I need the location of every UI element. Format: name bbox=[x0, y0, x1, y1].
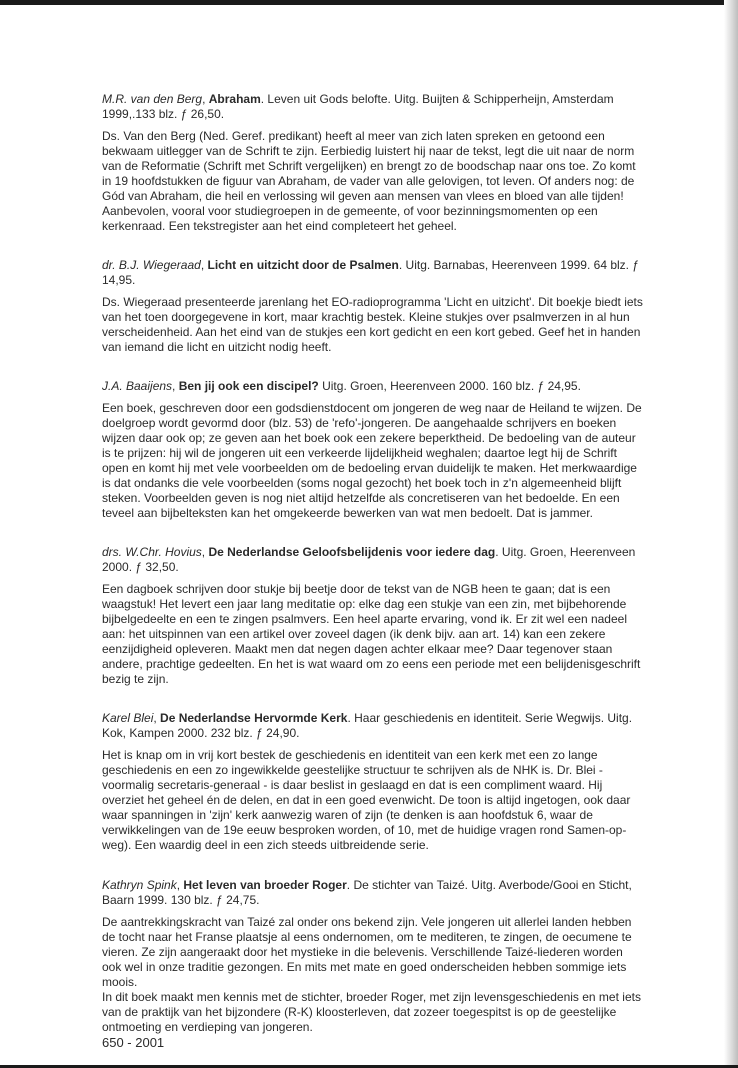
review-details: . Haar geschiedenis en identiteit. Serie Wegwijs. Uitg. Kok, Kampen 2000. 232 blz. ƒ 24,90. bbox=[102, 711, 633, 740]
review-title: Licht en uitzicht door de Psalmen bbox=[207, 258, 399, 272]
review-citation: drs. W.Chr. Hovius, De Nederlandse Geloofsbelijdenis voor iedere dag. Uitg. Groen, Heerenveen 2000. ƒ 32,50. bbox=[102, 545, 636, 574]
review-citation: J.A. Baaijens, Ben jij ook een discipel? Uitg. Groen, Heerenveen 2000. 160 blz. ƒ 24,95. bbox=[102, 379, 581, 393]
review-body-second-paragraph: In dit boek maakt men kennis met de stichter, broeder Roger, met zijn levensgeschiedenis en met iets van de praktijk van het bijzondere (R-K) kloosterleven, dat zozeer toegespitst is op de geestelijke ontmoeting en verdieping van jongeren. bbox=[102, 990, 641, 1034]
page-right-edge-shadow bbox=[724, 0, 738, 1068]
review-author: M.R. van den Berg bbox=[102, 92, 203, 106]
review-author: drs. W.Chr. Hovius bbox=[102, 545, 202, 559]
review-citation: M.R. van den Berg, Abraham. Leven uit Gods belofte. Uitg. Buijten & Schipperheijn, Amsterdam 1999,.133 blz. ƒ 26,50. bbox=[102, 92, 614, 121]
review-author: J.A. Baaijens bbox=[102, 379, 173, 393]
review-citation: Karel Blei, De Nederlandse Hervormde Kerk. Haar geschiedenis en identiteit. Serie Wegwijs. Uitg. Kok, Kampen 2000. 232 blz. ƒ 24,90. bbox=[102, 711, 633, 740]
review-citation: dr. B.J. Wiegeraad, Licht en uitzicht door de Psalmen. Uitg. Barnabas, Heerenveen 1999. 64 blz. ƒ 14,95. bbox=[102, 258, 640, 287]
review-body: De aantrekkingskracht van Taizé zal onder ons bekend zijn. Vele jongeren uit allerlei landen hebben de tocht naar het Franse plaatsje al eens ondernomen, om te mediteren, te zingen, de oecumene te vieren. Ze zijn aangeraakt door het mystieke in die belevenis. Verschillende Taizé-liederen worden ook wel in onze traditie gezongen. En mits met mate en goed onderscheiden hebben sommige iets moois. bbox=[102, 915, 632, 989]
page-content bbox=[102, 92, 644, 1035]
review-discipel bbox=[102, 379, 644, 521]
review-details: . Uitg. Groen, Heerenveen 2000. ƒ 32,50. bbox=[102, 545, 636, 574]
review-author: Kathryn Spink bbox=[102, 878, 177, 892]
review-geloofsbelijdenis bbox=[102, 545, 644, 687]
review-broeder-roger bbox=[102, 878, 644, 1035]
review-body: Ds. Van den Berg (Ned. Geref. predikant) heeft al meer van zich laten spreken en getoond een bekwaam uitlegger van de Schrift te zijn. Eerbiedig luistert hij naar de tekst, legt die uit naar de norm van de Reformatie (Schrift met Schrift vergelijken) en brengt zo de boodschap naar ons toe. Zo komt in 19 hoofdstukken de figuur van Abraham, de vader van alle gelovigen, tot leven. Of anders nog: de Gód van Abraham, die heil en verlossing wil geven aan mensen van vlees en bloed van alle tijden! Aanbevolen, vooral voor studiegroepen in de gemeente, of voor bezinningsmomenten op een kerkenraad. Een tekstregister aan het eind completeert het geheel. bbox=[102, 129, 636, 233]
review-author: dr. B.J. Wiegeraad bbox=[102, 258, 201, 272]
review-details: . Uitg. Barnabas, Heerenveen 1999. 64 blz. ƒ 14,95. bbox=[102, 258, 640, 287]
review-hervormde-kerk bbox=[102, 711, 644, 853]
review-title: De Nederlandse Hervormde Kerk bbox=[160, 711, 348, 725]
top-edge-bar bbox=[0, 0, 738, 5]
review-body: Een dagboek schrijven door stukje bij beetje door de tekst van de NGB heen te gaan; dat is een waagstuk! Het levert een jaar lang meditatie op: elke dag een stukje van een zin, met bijbehorende bijbelgedeelte en een te zingen psalmvers. Een heel aparte ervaring, vond ik. Er zit wel een nadeel aan: het uitspinnen van een artikel over zoveel dagen (ik denk bijv. aan art. 14) kan een zekere eenzijdigheid opleveren. Maakt men dat negen dagen achter elkaar mee? Daar tegenover staan andere, prachtige gedeelten. En het is wat waard om zo eens een periode met een belijdenisgeschrift bezig te zijn. bbox=[102, 582, 641, 686]
review-title: Het leven van broeder Roger bbox=[183, 878, 347, 892]
review-body: Ds. Wiegeraad presenteerde jarenlang het EO-radioprogramma 'Licht en uitzicht'. Dit boekje biedt iets van het toen doorgegevene in kort, maar krachtig bestek. Kleine stukjes over psalmverzen in al hun verscheidenheid. Aan het eind van de stukjes een kort gedicht en een kort gebed. Geef het in handen van iemand die licht en uitzicht nodig heeft. bbox=[102, 295, 643, 354]
review-title: Ben jij ook een discipel? bbox=[178, 379, 319, 393]
review-details: . De stichter van Taizé. Uitg. Averbode/Gooi en Sticht, Baarn 1999. 130 blz. ƒ 24,75. bbox=[102, 878, 632, 907]
review-title: De Nederlandse Geloofsbelijdenis voor iedere dag bbox=[208, 545, 496, 559]
review-title: Abraham bbox=[208, 92, 261, 106]
review-citation: Kathryn Spink, Het leven van broeder Roger. De stichter van Taizé. Uitg. Averbode/Gooi en Sticht, Baarn 1999. 130 blz. ƒ 24,75. bbox=[102, 878, 632, 907]
review-details: Uitg. Groen, Heerenveen 2000. 160 blz. ƒ 24,95. bbox=[318, 379, 581, 393]
review-abraham bbox=[102, 92, 644, 234]
review-body: Het is knap om in vrij kort bestek de geschiedenis en identiteit van een kerk met een zo lange geschiedenis en een zo ingewikkelde geestelijke structuur te schrijven als de NHK is. Dr. Blei - voormalig secretaris-generaal - is daar beslist in geslaagd en dat is een compliment waard. Hij overziet het geheel én de delen, en dat in een goed evenwicht. De toon is altijd ingetogen, ook daar waar spanningen in 'zijn' kerk aanwezig waren of zijn (te denken is aan hoofdstuk 6, waar de verwikkelingen van de 19e eeuw besproken worden, of 10, met de huidige vragen rond Samen-op-weg). Een waardig deel in een zich steeds uitbreidende serie. bbox=[102, 748, 631, 852]
review-details: . Leven uit Gods belofte. Uitg. Buijten & Schipperheijn, Amsterdam 1999,.133 blz. ƒ 26,50. bbox=[102, 92, 614, 121]
page-number: 650 - 2001 bbox=[102, 1035, 165, 1050]
review-author: Karel Blei bbox=[102, 711, 154, 725]
review-licht-en-uitzicht bbox=[102, 258, 644, 355]
review-body: Een boek, geschreven door een godsdienstdocent om jongeren de weg naar de Heiland te wijzen. De doelgroep wordt gevormd door (blz. 53) de 'refo'-jongeren. De aangehaalde schrijvers en boeken wijzen daar ook op; ze geven aan het boek ook een zekere beperktheid. De bedoeling van de auteur is te prijzen: hij wil de jongeren uit een verkeerde lijdelijkheid weghalen; daartoe legt hij de Schrift open en komt hij met vele voorbeelden om de bedoeling ervan duidelijk te maken. Het merkwaardige is dat ondanks die vele voorbeelden (soms nogal gezocht) het boek toch in z'n algemeenheid blijft steken. Voorbeelden geven is nog niet altijd hetzelfde als concretiseren van het bedoelde. En een teveel aan bijbelteksten kan het omgekeerde bewerken van wat men bedoelt. Dat is jammer. bbox=[102, 401, 642, 520]
